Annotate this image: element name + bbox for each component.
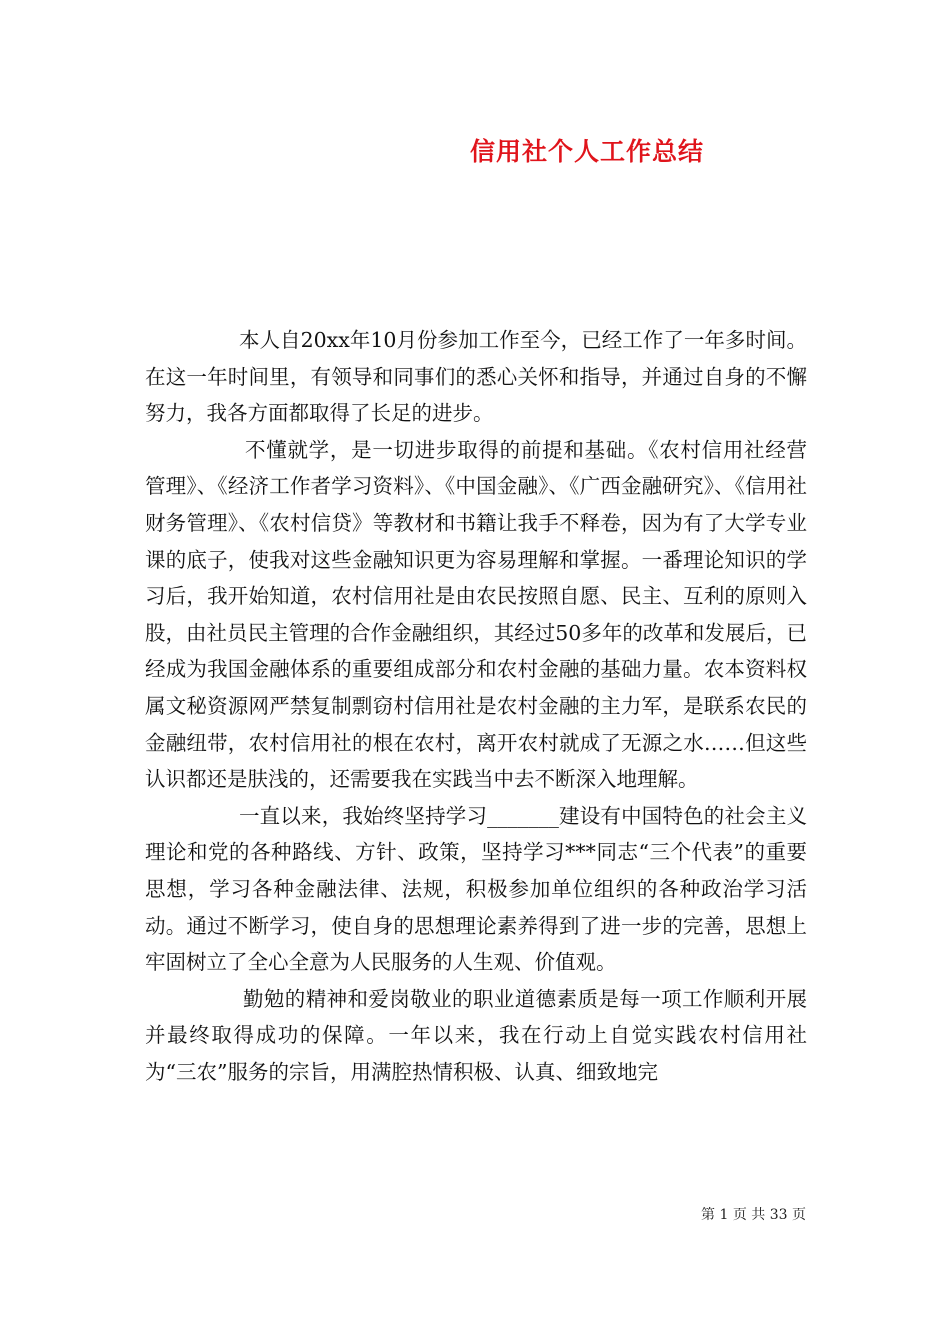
page-number-footer: 第 1 页 共 33 页 bbox=[701, 1207, 806, 1223]
paragraph-study: 不懂就学，是一切进步取得的前提和基础。《农村信用社经营管理》、《经济工作者学习资料》、《中国金融》、《广西金融研究》、《信用社财务管理》、《农村信贷》等教材和书籍让我手不释卷，因为有了大学专业课的底子，使我对这些金融知识更为容易理解和掌握。一番理论知识的学习后，我开始知道，农村信用社是由农民按照自愿、民主、互利的原则入股，由社员民主管理的合作金融组织，其经过50多年的改革和发展后，已经成为我国金融体系的重要组成部分和农村金融的基础力量。农本资料权属文秘资源网严禁复制剽窃村信用社是农村金融的主力军，是联系农民的金融纽带，农村信用社的根在农村，离开农村就成了无源之水……但这些认识都还是肤浅的，还需要我在实践当中去不断深入地理解。 bbox=[145, 437, 807, 792]
paragraph-diligence: 勤勉的精神和爱岗敬业的职业道德素质是每一项工作顺利开展并最终取得成功的保障。一年以来，我在行动上自觉实践农村信用社为“三农”服务的宗旨，用满腔热情积极、认真、细致地完 bbox=[145, 986, 807, 1084]
document-body bbox=[145, 322, 807, 1090]
paragraph-intro: 本人自20xx年10月份参加工作至今，已经工作了一年多时间。在这一年时间里，有领导和同事们的悉心关怀和指导，并通过自身的不懈努力，我各方面都取得了长足的进步。 bbox=[145, 328, 807, 426]
document-title: 信用社个人工作总结 bbox=[470, 137, 705, 166]
paragraph-theory: 一直以来，我始终坚持学习_______建设有中国特色的社会主义理论和党的各种路线、方针、政策，坚持学习***同志“三个代表”的重要思想，学习各种金融法律、法规，积极参加单位组织的各种政治学习活动。通过不断学习，使自身的思想理论素养得到了进一步的完善，思想上牢固树立了全心全意为人民服务的人生观、价值观。 bbox=[145, 803, 807, 975]
